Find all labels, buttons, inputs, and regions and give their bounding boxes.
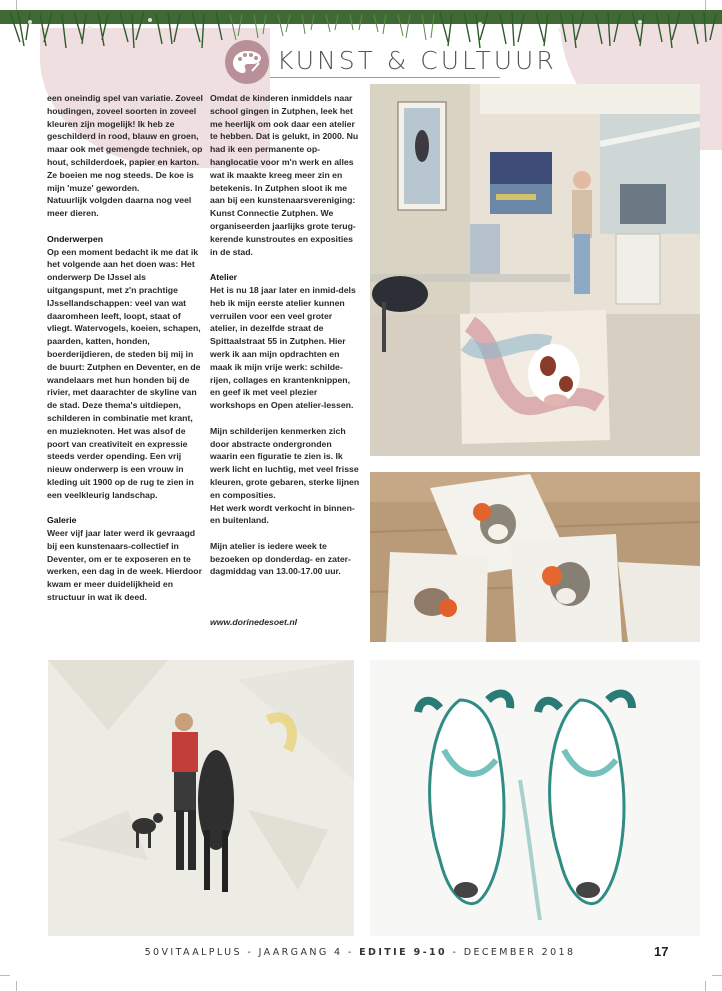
footer-publication: 50VITAALPLUS - JAARGANG 4 - xyxy=(144,947,360,958)
paragraph: Natuurlijk volgden daarna nog veel meer dieren. xyxy=(47,195,192,219)
text-column-2 xyxy=(210,92,360,642)
website-link[interactable]: www.dorinedesoet.nl xyxy=(210,617,298,628)
footer-publication-info xyxy=(110,947,610,958)
section-title: KUNST & CULTUUR xyxy=(277,46,557,75)
subheading-onderwerpen: Onderwerpen xyxy=(47,233,103,244)
paragraph: Het is nu 18 jaar later en inmid-dels heb ik mijn eerste atelier kunnen verruilen voor een veel groter atelier, in dezelfde straat de Spittaalstraat 55 in Zutphen. Hier werk ik aan mijn opdrachten en maak ik mijn vrije werk: schilde-rijen, collages en krantenknippen, en geef ik met veel plezier workshops en Open atelier-lessen. xyxy=(210,284,356,411)
subheading-galerie: Galerie xyxy=(47,515,77,526)
crop-mark xyxy=(705,981,706,991)
paragraph: een oneindig spel van variatie. Zoveel houdingen, zoveel soorten in zoveel kleuren zijn mogelijk! Ik heb ze geschilderd in rood, blauw en groen, maar ook met gemengde techniek, op hout, schilderdoek, papier en karton. Ze boeien me nog steeds. De koe is mijn 'muze' geworden. xyxy=(47,93,203,193)
footer-edition: EDITIE 9-10 xyxy=(359,947,448,958)
subheading-atelier: Atelier xyxy=(210,272,238,283)
paragraph: Op een moment bedacht ik me dat ik het volgende aan het doen was: Het onderwerp De IJssel als uitgangspunt, met z'n prachtige IJssellandschappen: veel van wat daaromheen leeft, loopt, staat of vliegt. Watervogels, koeien, schapen, paarden, katten, honden, boerderijdieren, de steden bij mij in de buurt: Zutphen en Deventer, en de wandelaars met hun honden bij de rivier, met daarachter de skyline van de stad. Deze thema's uitdiepen, schilderen in combinatie met krant, en muzieknoten. Het was alsof de poort van creativiteit en expressie steeds verder opending. Een vrij nieuw onderwerp is een vrouw in kleding uit 1900 op de rug te zien in een veelkleurig landschap. xyxy=(47,246,201,500)
crop-mark xyxy=(16,981,17,991)
paragraph: Mijn schilderijen kenmerken zich door abstracte ondergronden waarin een figuratie te zien is. Ik werk licht en luchtig, met veel frisse kleuren, grote gebaren, sterke lijnen en composities. xyxy=(210,425,360,500)
text-column-1 xyxy=(47,92,205,617)
crop-mark xyxy=(0,975,10,976)
paragraph: Omdat de kinderen inmiddels naar school gingen in Zutphen, leek het me heerlijk om ook daar een atelier te hebben. Dat is gelukt, in 2000. Nu had ik een permanente op-hanglocatie voor m'n werk en alles wat ik maakte kreeg meer zin en betekenis. In Zutphen sloot ik me aan bij een kunstenaarsvereniging: Kunst Connectie Zutphen. We organiseerden jaarlijks grote terug-kerende kunstroutes en exposities in de stad. xyxy=(210,93,359,257)
paragraph: Weer vijf jaar later werd ik gevraagd bij een kunstenaars-collectief in Deventer, om er te exposeren en te werken, een dag in de week. Hierdoor kwam er meer duidelijkheid en structuur in wat ik deed. xyxy=(47,528,202,603)
title-underline xyxy=(270,77,500,78)
photo-robin-canvases xyxy=(370,472,700,642)
page-number: 17 xyxy=(654,944,669,959)
paragraph: Mijn atelier is iedere week te bezoeken op donderdag- en zater-dagmiddag van 13.00-17.00 uur. xyxy=(210,540,351,577)
paragraph: Het werk wordt verkocht in binnen- en buitenland. xyxy=(210,502,355,526)
crop-mark xyxy=(712,975,722,976)
painting-two-sheep xyxy=(370,660,700,936)
palette-icon xyxy=(225,40,269,84)
photo-artist-studio xyxy=(370,84,700,456)
footer-date: - DECEMBER 2018 xyxy=(447,947,576,958)
painting-woman-horse-dog xyxy=(48,660,354,936)
